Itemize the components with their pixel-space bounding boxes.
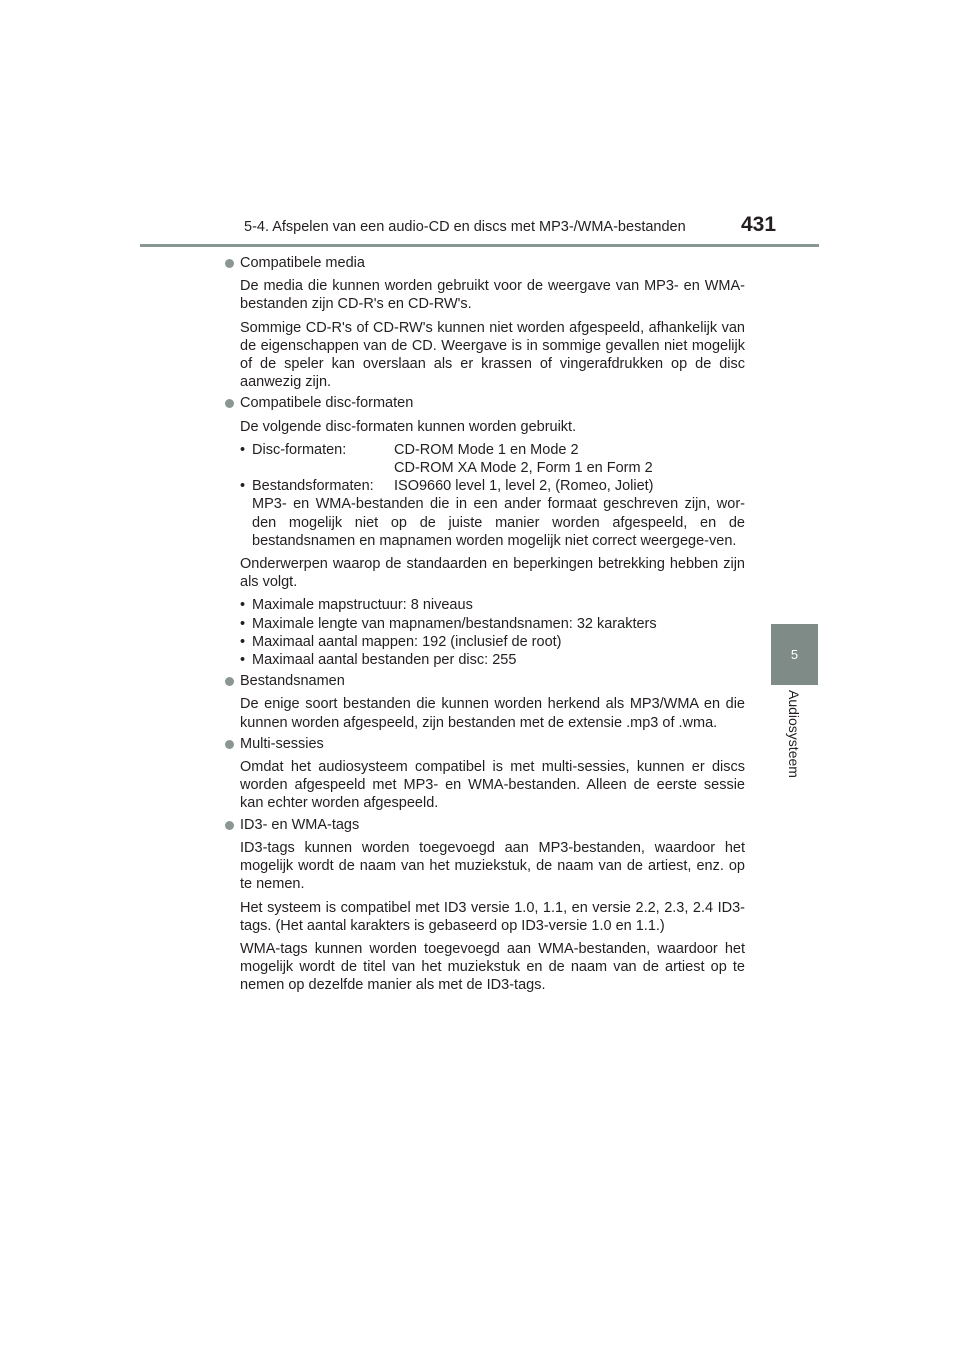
dot-bullet-icon: • (240, 615, 246, 632)
disc-formats-label: Disc-formaten: (252, 441, 347, 458)
section-compatible-media (222, 254, 745, 391)
paragraph: De volgende disc-formaten kunnen worden gebruikt. (240, 418, 577, 435)
chapter-title: 5-4. Afspelen van een audio-CD en discs met MP3-/WMA-bestanden (244, 219, 686, 235)
disc-formats-value: CD-ROM Mode 1 en Mode 2 (394, 441, 579, 458)
paragraph: Het systeem is compatibel met ID3 versie 1.0, 1.1, en versie 2.2, 2.3, 2.4 ID3-tags. (Het aantal karakters is gebaseerd op ID3-versie 1.0 en 1.1.) (240, 899, 745, 934)
paragraph: Onderwerpen waarop de standaarden en beperkingen betrekking hebben zijn als volgt. (240, 556, 745, 591)
file-formats-label: Bestandsformaten: (252, 478, 374, 495)
chapter-tab-number: 5 (790, 647, 799, 662)
file-formats-value: ISO9660 level 1, level 2, (Romeo, Joliet) (394, 478, 654, 495)
list-item (240, 477, 745, 550)
section-compatible-disc-formats (222, 394, 745, 669)
circle-bullet-icon (225, 821, 234, 830)
paragraph: WMA-tags kunnen worden toegevoegd aan WMA-bestanden, waardoor het mogelijk wordt de titel van het muziekstuk en de naam van de artiest op te nemen op dezelfde manier als met de ID3-tags. (240, 940, 745, 994)
section-heading: Multi-sessies (240, 735, 324, 752)
section-multi-sessions (222, 735, 745, 813)
dot-bullet-icon: • (240, 441, 246, 458)
limits-list (240, 596, 745, 669)
dot-bullet-icon: • (240, 478, 246, 495)
section-heading: Bestandsnamen (240, 673, 345, 690)
section-id3-wma-tags (222, 816, 745, 995)
list-item: • Maximaal aantal mappen: 192 (inclusief de root) (240, 633, 562, 650)
section-heading: ID3- en WMA-tags (240, 816, 360, 833)
list-item: • Maximaal aantal bestanden per disc: 255 (240, 652, 517, 669)
format-list (240, 441, 745, 550)
file-formats-note: MP3- en WMA-bestanden die in een ander formaat geschreven zijn, wor-den mogelijk niet op de juiste manier worden afgespeeld, en de bestandsnamen en mapnamen worden mogelijk niet correct weergege-ven. (252, 496, 745, 549)
circle-bullet-icon (225, 740, 234, 749)
main-content (222, 254, 745, 995)
paragraph: De media die kunnen worden gebruikt voor de weergave van MP3- en WMA-bestanden zijn CD-R's en CD-RW's. (240, 278, 745, 313)
chapter-tab-label: Audiosysteem (786, 690, 802, 778)
list-item: • Maximale mapstructuur: 8 niveaus (240, 597, 473, 614)
dot-bullet-icon: • (240, 597, 246, 614)
header-divider (140, 244, 819, 247)
list-item: • Maximale lengte van mapnamen/bestandsnamen: 32 karakters (240, 615, 657, 632)
paragraph: Sommige CD-R's of CD-RW's kunnen niet worden afgespeeld, afhankelijk van de eigenschappen van de CD. Weergave is in sommige gevallen niet mogelijk of de speler kan overslaan als er krassen of vingerafdrukken op de disc aanwezig zijn. (240, 319, 745, 391)
circle-bullet-icon (225, 677, 234, 686)
section-heading: Compatibele disc-formaten (240, 395, 414, 412)
disc-formats-value: CD-ROM XA Mode 2, Form 1 en Form 2 (394, 460, 653, 477)
circle-bullet-icon (225, 259, 234, 268)
paragraph: ID3-tags kunnen worden toegevoegd aan MP3-bestanden, waardoor het mogelijk wordt de naam van het muziekstuk, de naam van de artiest, enz. op te nemen. (240, 839, 745, 893)
paragraph: De enige soort bestanden die kunnen worden herkend als MP3/WMA en die kunnen worden afgespeeld, zijn bestanden met de extensie .mp3 of .wma. (240, 696, 745, 731)
circle-bullet-icon (225, 399, 234, 408)
chapter-tab (771, 624, 818, 685)
page-number: 431 (741, 213, 777, 236)
dot-bullet-icon: • (240, 652, 246, 669)
paragraph: Omdat het audiosysteem compatibel is met multi-sessies, kunnen er discs worden afgespeeld met MP3- en WMA-bestanden. Alleen de eerste sessie kan echter worden afgespeeld. (240, 759, 745, 812)
section-heading: Compatibele media (240, 255, 365, 271)
list-item (240, 441, 745, 477)
section-file-names (222, 672, 745, 732)
dot-bullet-icon: • (240, 633, 246, 650)
